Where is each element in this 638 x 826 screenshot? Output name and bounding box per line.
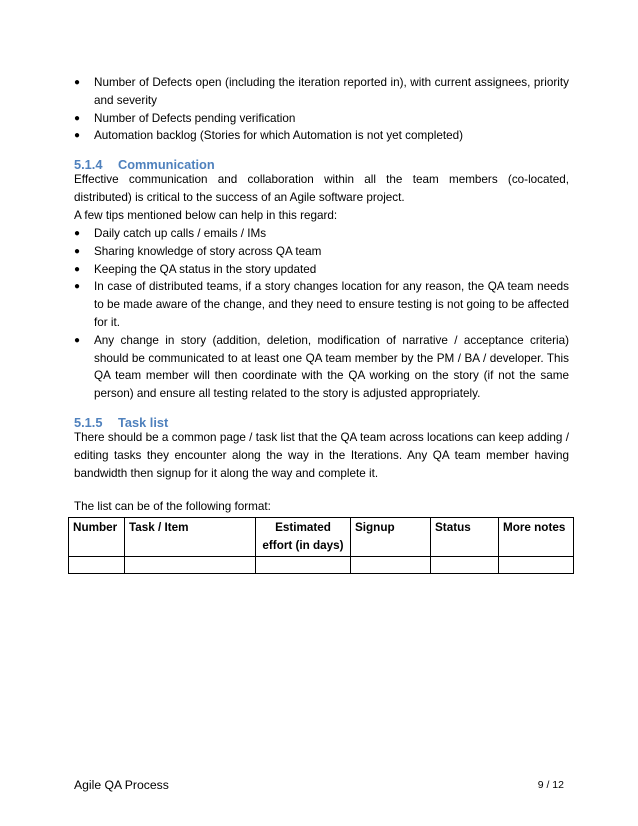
section-title: Communication — [118, 157, 215, 172]
table-header-row — [69, 518, 574, 557]
bullet-icon: ● — [74, 334, 81, 346]
list-item: ● Keeping the QA status in the story updated — [74, 261, 569, 279]
communication-intro: Effective communication and collaboration within all the team members (co-located, distributed) is critical to the success of an Agile software project. A few tips mentioned below can help in this regard: — [74, 173, 569, 222]
bullet-icon: ● — [74, 281, 81, 293]
section-number: 5.1.5 — [74, 415, 103, 430]
page-number: 9 / 12 — [537, 779, 564, 791]
table-cell[interactable] — [499, 557, 574, 574]
bullet-icon: ● — [74, 130, 81, 142]
list-item: ● Number of Defects pending verification — [74, 110, 569, 128]
table-row — [69, 557, 574, 574]
bullet-icon: ● — [74, 228, 81, 239]
list-item: ● Daily catch up calls / emails / IMs — [74, 225, 569, 243]
bullet-icon: ● — [74, 112, 81, 124]
section-title: Task list — [118, 415, 169, 430]
table-cell[interactable] — [351, 557, 431, 574]
communication-tips-list — [74, 225, 569, 403]
table-header-cell: Signup — [351, 518, 431, 557]
table-header-cell: Status — [431, 518, 499, 557]
task-list-table — [68, 517, 574, 574]
list-item: ● In case of distributed teams, if a story changes location for any reason, the QA team needs to be made aware of the change, and they need to ensure testing is not going to be affected for it. — [74, 280, 569, 329]
table-cell[interactable] — [256, 557, 351, 574]
list-item: ● Automation backlog (Stories for which Automation is not yet completed) — [74, 127, 569, 145]
list-item: ● Any change in story (addition, deletion, modification of narrative / acceptance criteria) should be communicated to at least one QA team member by the PM / BA / developer. This QA team member will then coordinate with the QA working on the story (if not the same person) and ensure all testing related to the story is adjusted appropriately. — [74, 333, 569, 401]
list-item: ● Sharing knowledge of story across QA team — [74, 243, 569, 261]
metrics-bullet-list — [74, 74, 569, 145]
bullet-icon: ● — [74, 263, 81, 275]
table-header-cell: Number — [69, 518, 125, 557]
table-cell[interactable] — [125, 557, 256, 574]
section-number: 5.1.4 — [74, 157, 103, 172]
footer-title: Agile QA Process — [74, 778, 169, 792]
bullet-icon: ● — [74, 245, 81, 257]
table-cell[interactable] — [431, 557, 499, 574]
page-footer — [74, 778, 564, 792]
bullet-icon: ● — [74, 77, 81, 88]
format-intro: The list can be of the following format: — [74, 500, 271, 513]
table-cell[interactable] — [69, 557, 125, 574]
table-header-cell: Task / Item — [125, 518, 256, 557]
table-header-cell: Estimated effort (in days) — [256, 518, 351, 557]
list-item: ● Number of Defects open (including the iteration reported in), with current assignees, priority and severity — [74, 76, 569, 107]
task-list-body: There should be a common page / task list that the QA team across locations can keep adding / editing tasks they encounter along the way in the Iterations. Any QA team member having bandwidth then signup for it along the way and complete it. — [74, 431, 569, 480]
table-header-cell: More notes — [499, 518, 574, 557]
